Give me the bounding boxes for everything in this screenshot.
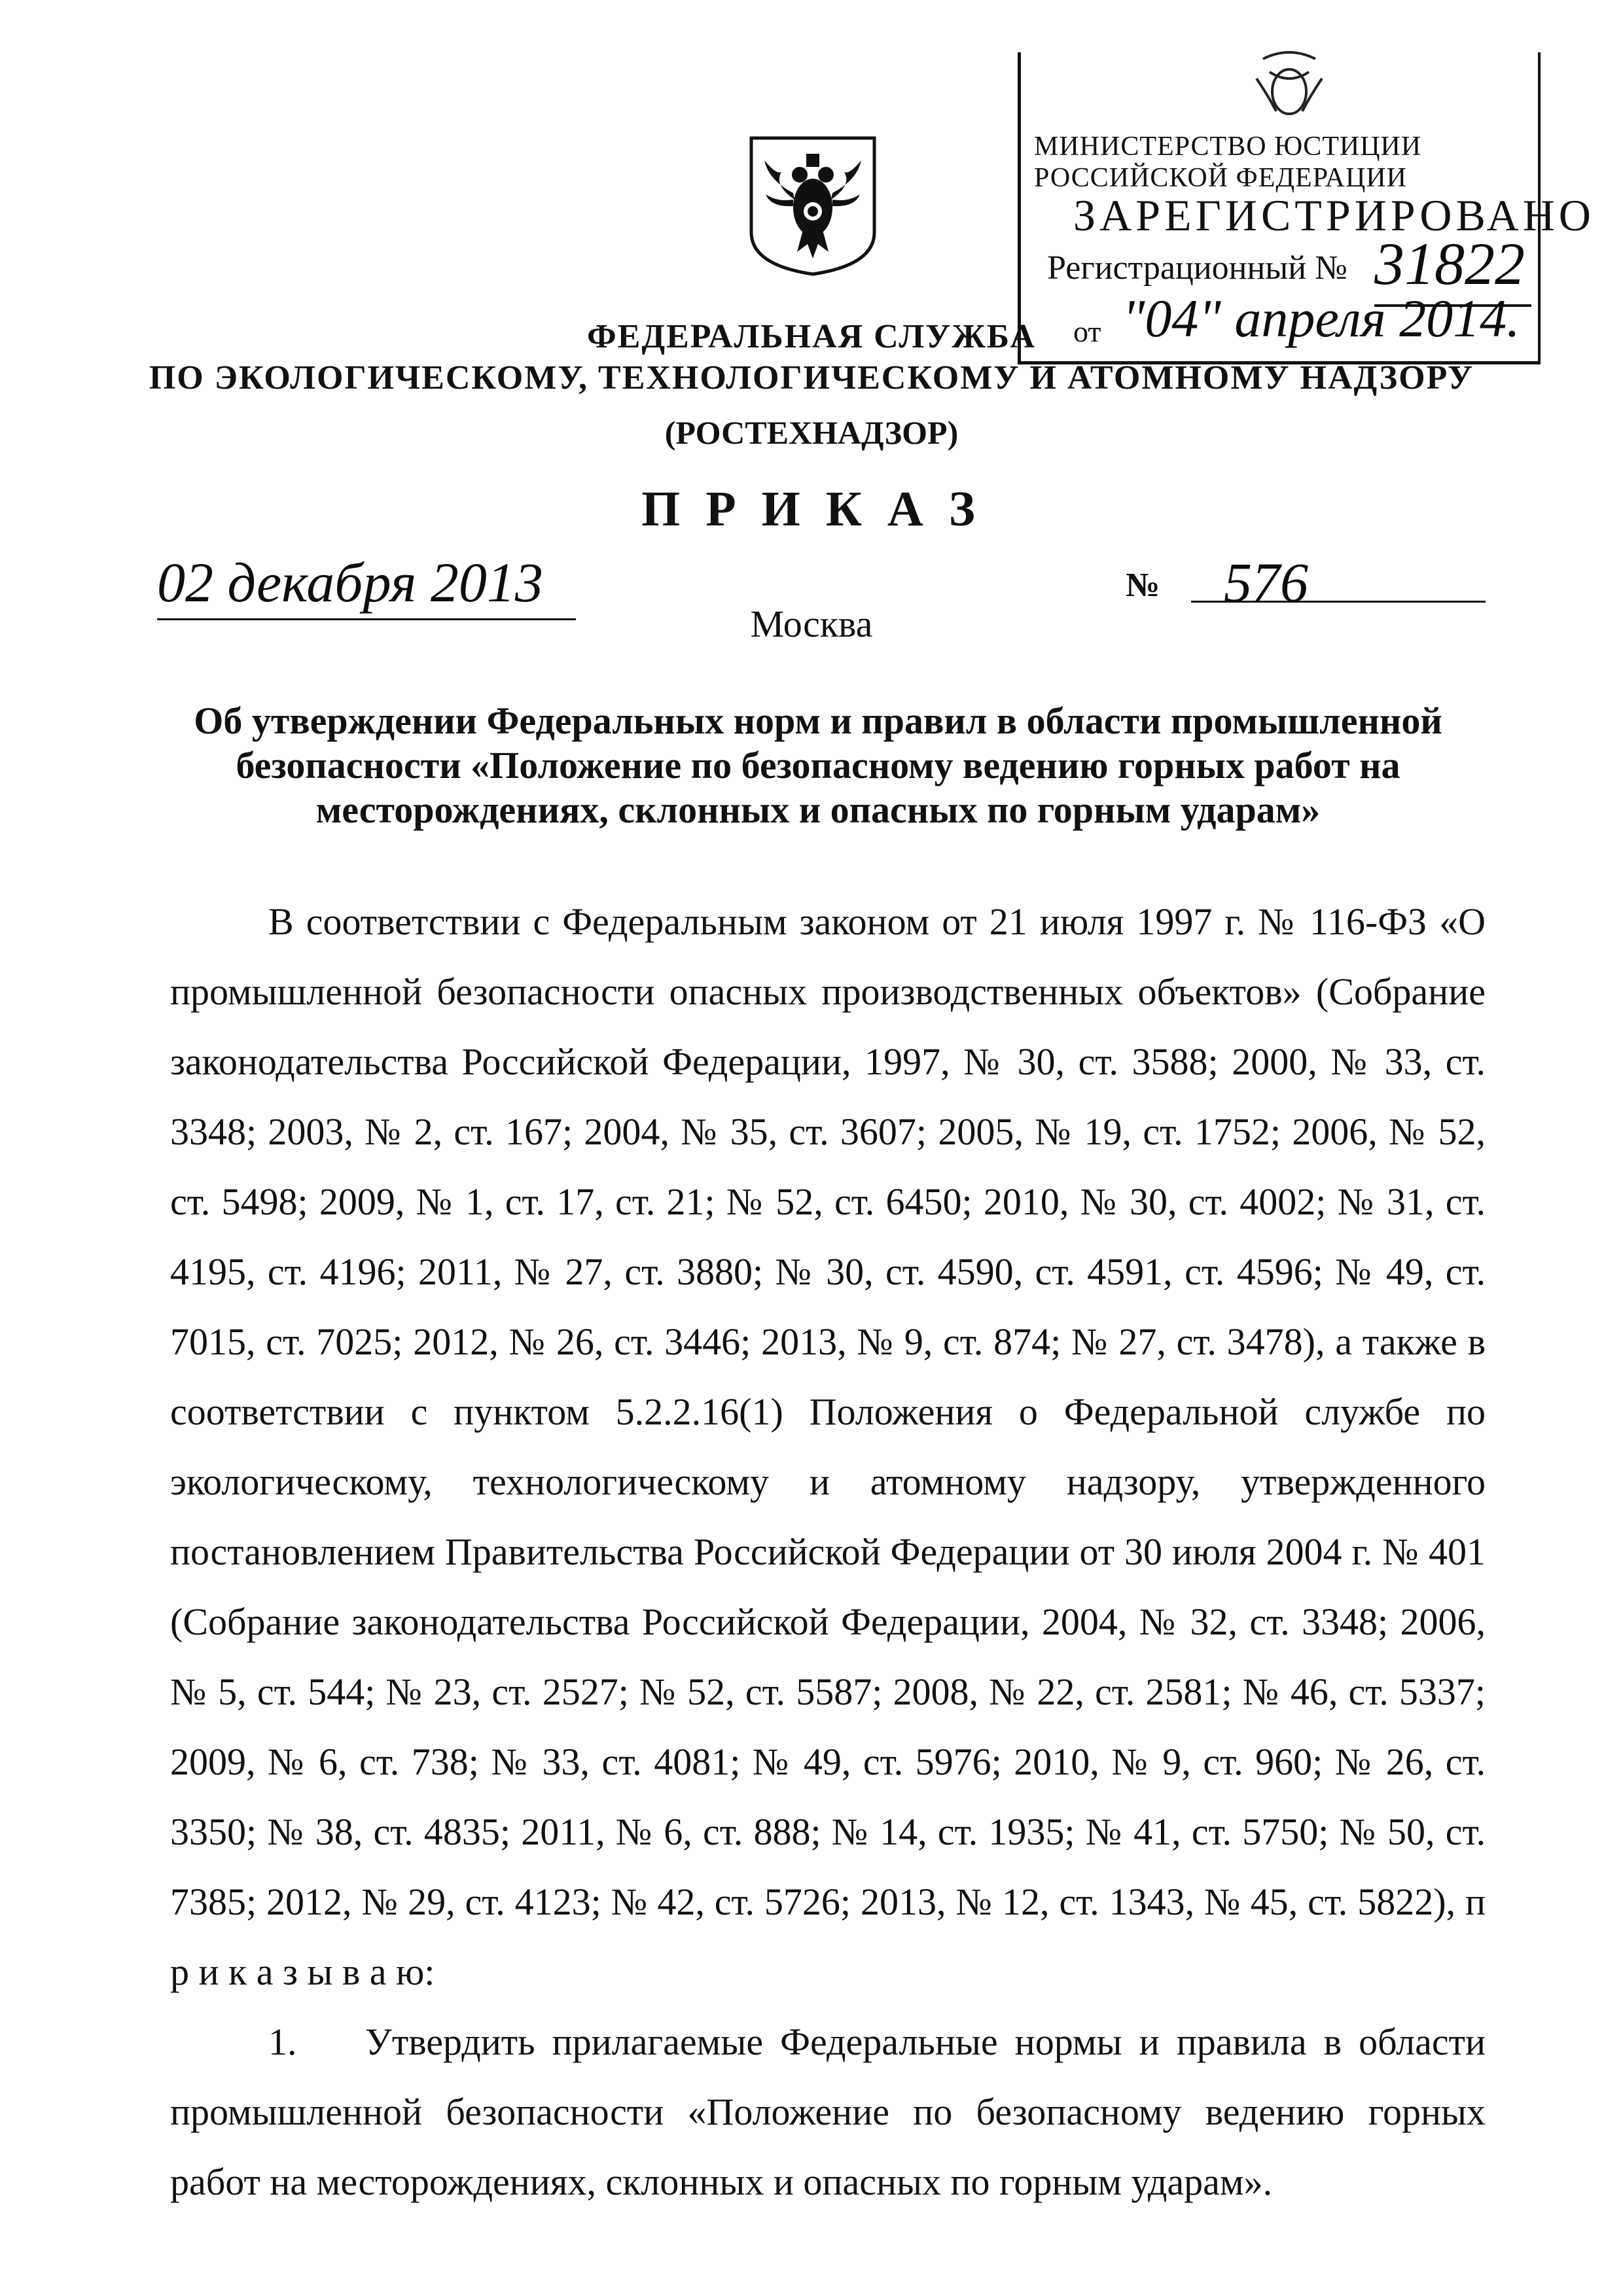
stamp-reg-number: 31822 xyxy=(1374,230,1525,297)
document-type: П Р И К А З xyxy=(641,482,982,537)
coat-of-arms-emblem xyxy=(742,134,883,278)
stamp-registered: ЗАРЕГИСТРИРОВАНО xyxy=(1073,190,1595,240)
item-1 xyxy=(170,2007,1486,2217)
order-number-label: № xyxy=(1126,567,1160,604)
item-1-text: Утвердить прилагаемые Федеральные нормы и правила в области промышленной безопасности «Положение по безопасному ведению горных работ на месторождениях, склонных и опасных по горным ударам». xyxy=(170,2021,1486,2203)
date-underline xyxy=(157,618,576,620)
order-title: Об утверждении Федеральных норм и правил в области промышленной безопасности «Положение по безопасному ведению горных работ на месторождениях, склонных и опасных по горным ударам» xyxy=(194,699,1442,831)
agency-name-line2: ПО ЭКОЛОГИЧЕСКОМУ, ТЕХНОЛОГИЧЕСКОМУ И АТОМНОМУ НАДЗОРУ xyxy=(149,359,1474,397)
city: Москва xyxy=(750,603,873,645)
order-body xyxy=(170,887,1486,2217)
agency-name-line1: ФЕДЕРАЛЬНАЯ СЛУЖБА xyxy=(587,318,1036,355)
stamp-date-prefix: от xyxy=(1073,315,1101,348)
item-1-number: 1. xyxy=(268,2021,297,2063)
stamp-emblem-icon xyxy=(1243,46,1335,128)
order-date: 02 декабря 2013 xyxy=(157,551,543,614)
number-underline xyxy=(1191,601,1486,603)
stamp-date: "04" апреля 2014. xyxy=(1122,289,1520,348)
agency-short-name: (РОСТЕХНАДЗОР) xyxy=(664,414,959,451)
preamble-paragraph: В соответствии с Федеральным законом от 21 июля 1997 г. № 116-ФЗ «О промышленной безопасности опасных производственных объектов» (Собрание законодательства Российской Федерации, 1997, № 30, ст. 3588; 2000, № 33, ст. 3348; 2003, № 2, ст. 167; 2004, № 35, ст. 3607; 2005, № 19, ст. 1752; 2006, № 52, ст. 5498; 2009, № 1, ст. 17, ст. 21; № 52, ст. 6450; 2010, № 30, ст. 4002; № 31, ст. 4195, ст. 4196; 2011, № 27, ст. 3880; № 30, ст. 4590, ст. 4591, ст. 4596; № 49, ст. 7015, ст. 7025; 2012, № 26, ст. 3446; 2013, № 9, ст. 874; № 27, ст. 3478), а также в соответствии с пунктом 5.2.2.16(1) Положения о Федеральной службе по экологическому, технологическому и атомному надзору, утвержденного постановлением Правительства Российской Федерации от 30 июля 2004 г. № 401 (Собрание законодательства Российской Федерации, 2004, № 32, ст. 3348; 2006, № 5, ст. 544; № 23, ст. 2527; № 52, ст. 5587; 2008, № 22, ст. 2581; № 46, ст. 5337; 2009, № 6, ст. 738; № 33, ст. 4081; № 49, ст. 5976; 2010, № 9, ст. 960; № 26, ст. 3350; № 38, ст. 4835; 2011, № 6, ст. 888; № 14, ст. 1935; № 41, ст. 5750; № 50, ст. 7385; 2012, № 29, ст. 4123; № 42, ст. 5726; 2013, № 12, ст. 1343, № 45, ст. 5822), п р и к а з ы в а ю: xyxy=(170,900,1486,1993)
stamp-reg-label: Регистрационный № xyxy=(1047,249,1347,287)
order-number: 576 xyxy=(1224,551,1308,614)
stamp-ministry: МИНИСТЕРСТВО ЮСТИЦИИ РОССИЙСКОЙ ФЕДЕРАЦИИ xyxy=(1034,132,1422,193)
